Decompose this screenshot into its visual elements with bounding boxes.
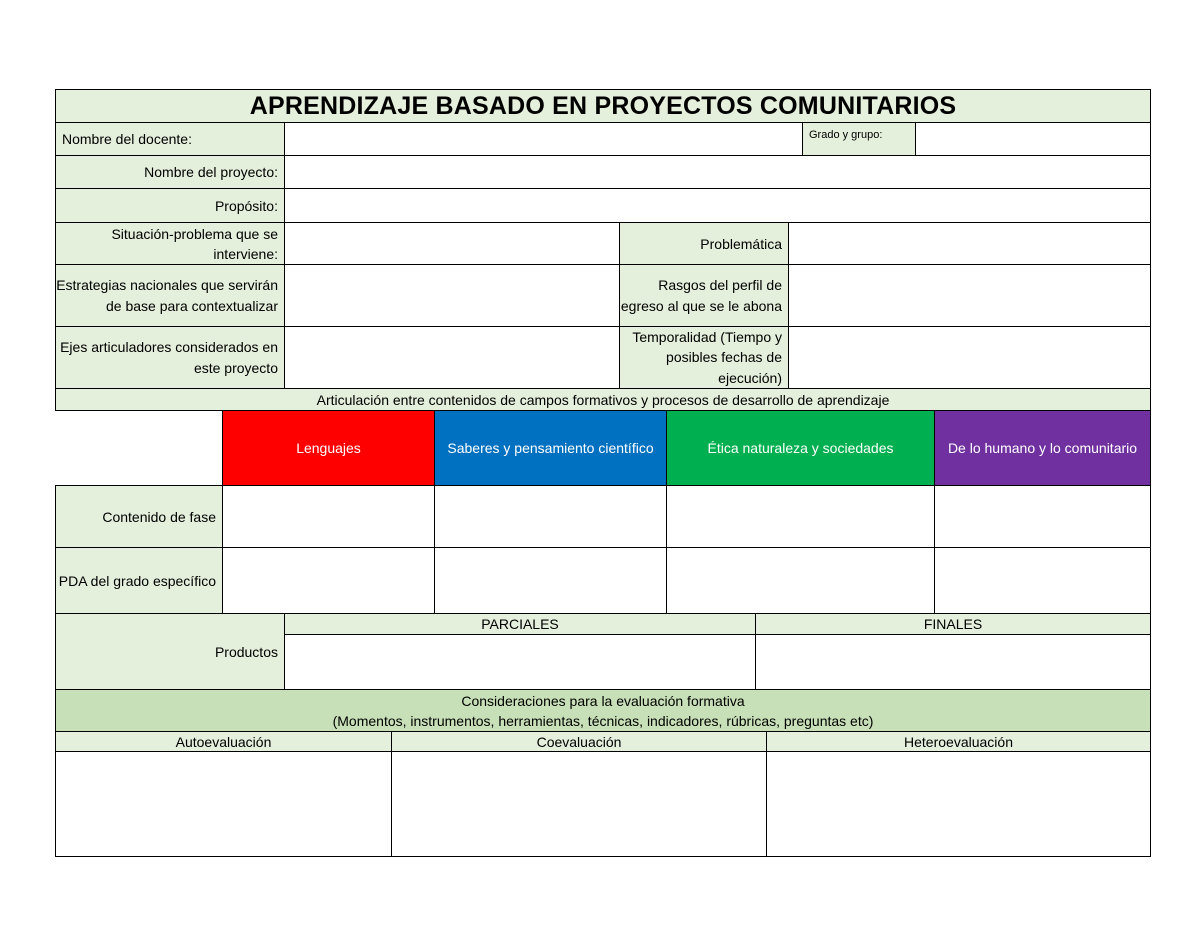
graduate-traits-input[interactable] bbox=[788, 264, 1151, 327]
articulating-axes-label: Ejes articuladores considerados en este proyecto bbox=[55, 326, 285, 389]
field-header-community bbox=[934, 410, 1151, 486]
problem-input[interactable] bbox=[788, 222, 1151, 265]
partial-products-header: PARCIALES bbox=[284, 613, 756, 635]
pda-ethics-input[interactable] bbox=[666, 547, 935, 614]
situation-problem-input[interactable] bbox=[284, 222, 620, 265]
project-name-input[interactable] bbox=[284, 155, 1151, 189]
project-form bbox=[55, 89, 1151, 857]
articulating-axes-input[interactable] bbox=[284, 326, 620, 389]
grade-group-input[interactable] bbox=[915, 122, 1151, 156]
situation-problem-label: Situación-problema que se interviene: bbox=[55, 222, 285, 265]
articulation-header: Articulación entre contenidos de campos formativos y procesos de desarrollo de aprendizaje bbox=[55, 388, 1151, 411]
formative-evaluation-header bbox=[55, 689, 1151, 732]
self-evaluation-header: Autoevaluación bbox=[55, 731, 392, 752]
purpose-input[interactable] bbox=[284, 188, 1151, 223]
teacher-name-label: Nombre del docente: bbox=[55, 122, 285, 156]
field-header-label: Lenguajes bbox=[296, 440, 361, 456]
field-header-ethics bbox=[666, 410, 935, 486]
graduate-traits-label: Rasgos del perfil de egreso al que se le abona bbox=[619, 264, 789, 327]
field-header-label: Saberes y pensamiento científico bbox=[447, 440, 654, 456]
form-title: APRENDIZAJE BASADO EN PROYECTOS COMUNITARIOS bbox=[55, 89, 1151, 123]
partial-products-input[interactable] bbox=[284, 634, 756, 690]
timing-input[interactable] bbox=[788, 326, 1151, 389]
formative-evaluation-title: Consideraciones para la evaluación formativa bbox=[461, 692, 745, 709]
peer-evaluation-header: Coevaluación bbox=[391, 731, 767, 752]
project-name-label: Nombre del proyecto: bbox=[55, 155, 285, 189]
pda-languages-input[interactable] bbox=[222, 547, 435, 614]
pda-label: PDA del grado específico bbox=[55, 547, 223, 614]
hetero-evaluation-input[interactable] bbox=[766, 751, 1151, 857]
phase-content-label: Contenido de fase bbox=[55, 485, 223, 548]
national-strategies-label: Estrategias nacionales que servirán de base para contextualizar bbox=[55, 264, 285, 327]
grade-group-label: Grado y grupo: bbox=[802, 122, 916, 156]
phase-content-community-input[interactable] bbox=[934, 485, 1151, 548]
phase-content-ethics-input[interactable] bbox=[666, 485, 935, 548]
purpose-label: Propósito: bbox=[55, 188, 285, 223]
field-header-science bbox=[434, 410, 667, 486]
teacher-name-input[interactable] bbox=[284, 122, 803, 156]
timing-label: Temporalidad (Tiempo y posibles fechas de ejecución) bbox=[619, 326, 789, 389]
formative-evaluation-subtitle: (Momentos, instrumentos, herramientas, técnicas, indicadores, rúbricas, preguntas etc) bbox=[332, 712, 874, 729]
phase-content-languages-input[interactable] bbox=[222, 485, 435, 548]
phase-content-science-input[interactable] bbox=[434, 485, 667, 548]
field-header-languages bbox=[222, 410, 435, 486]
field-header-label: De lo humano y lo comunitario bbox=[947, 440, 1138, 456]
pda-community-input[interactable] bbox=[934, 547, 1151, 614]
problem-label: Problemática bbox=[619, 222, 789, 265]
final-products-input[interactable] bbox=[755, 634, 1151, 690]
field-header-label: Ética naturaleza y sociedades bbox=[707, 440, 894, 456]
products-label: Productos bbox=[55, 613, 285, 690]
national-strategies-input[interactable] bbox=[284, 264, 620, 327]
hetero-evaluation-header: Heteroevaluación bbox=[766, 731, 1151, 752]
pda-science-input[interactable] bbox=[434, 547, 667, 614]
peer-evaluation-input[interactable] bbox=[391, 751, 767, 857]
final-products-header: FINALES bbox=[755, 613, 1151, 635]
self-evaluation-input[interactable] bbox=[55, 751, 392, 857]
